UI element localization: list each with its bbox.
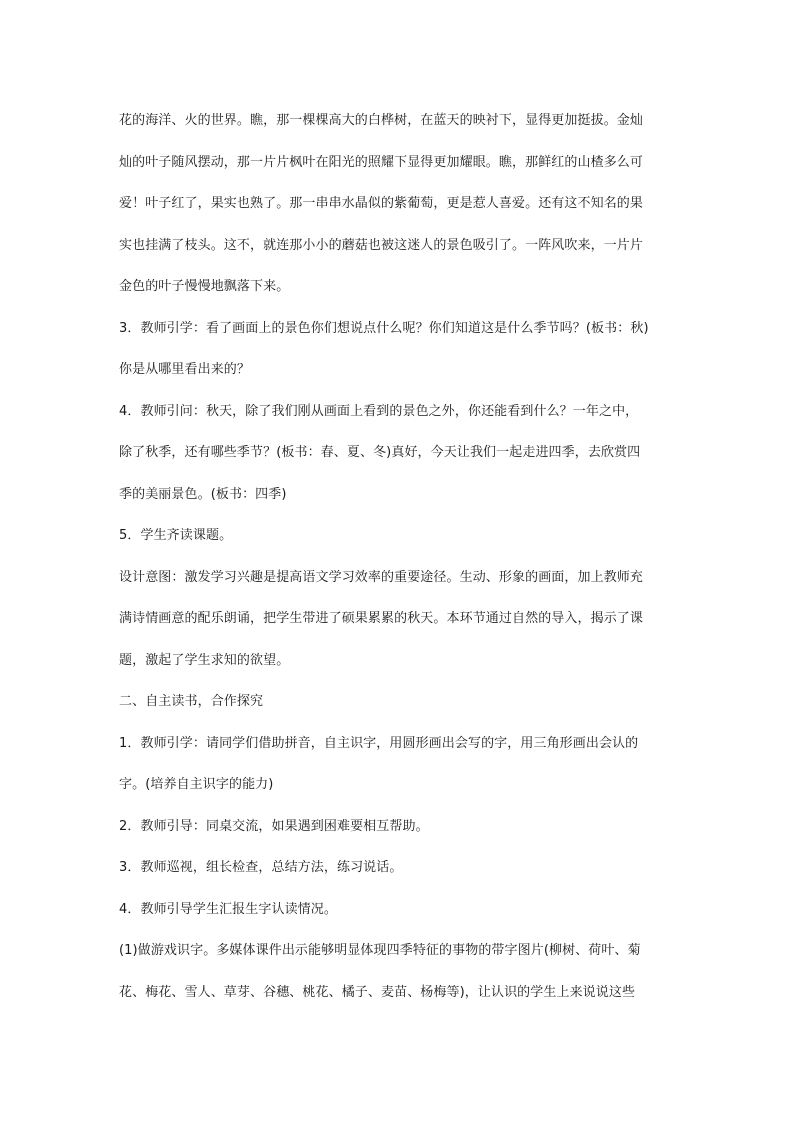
text-line: 灿的叶子随风摆动，那一片片枫叶在阳光的照耀下显得更加耀眼。瞧，那鲜红的山楂多么可	[119, 154, 644, 170]
text-line: 爱！叶子红了，果实也熟了。那一串串水晶似的紫葡萄，更是惹人喜爱。还有这不知名的果	[119, 196, 644, 211]
document-body	[119, 100, 679, 1013]
text-line: 花的海洋、火的世界。瞧，那一棵棵高大的白桦树，在蓝天的映衬下，显得更加挺拔。金灿	[119, 113, 644, 128]
text-line: 5．学生齐读课题。	[119, 528, 233, 543]
text-line: 你是从哪里看出来的？	[119, 362, 251, 377]
text-line: 花、梅花、雪人、草芽、谷穗、桃花、橘子、麦苗、杨梅等)，让认识的学生上来说说这些	[119, 984, 636, 1000]
text-line: 3．教师巡视，组长检查，总结方法，练习说话。	[119, 860, 403, 875]
text-line: 1．教师引学：请同学们借助拼音，自主识字，用圆形画出会写的字，用三角形画出会认的	[119, 735, 639, 751]
text-line: 2．教师引导：同桌交流，如果遇到困难要相互帮助。	[119, 818, 429, 834]
text-line: 4．教师引问：秋天，除了我们刚从画面上看到的景色之外，你还能看到什么？一年之中，	[119, 403, 639, 419]
text-line: 季的美丽景色。(板书：四季)	[119, 486, 287, 502]
text-line: 除了秋季，还有哪些季节？(板书：春、夏、冬)真好，今天让我们一起走进四季，去欣赏四	[119, 445, 641, 460]
text-line: 满诗情画意的配乐朗诵，把学生带进了硕果累累的秋天。本环节通过自然的导入，揭示了课	[119, 611, 644, 626]
text-line: 实也挂满了枝头。这不，就连那小小的蘑菇也被这迷人的景色吸引了。一阵风吹来，一片片	[119, 237, 644, 253]
text-line: 金色的叶子慢慢地飘落下来。	[119, 279, 290, 294]
section-heading: 二、自主读书，合作探究	[119, 694, 264, 709]
text-line: 设计意图：激发学习兴趣是提高语文学习效率的重要途径。生动、形象的画面，加上教师充	[119, 569, 644, 585]
text-line: 字。(培养自主识字的能力)	[119, 777, 274, 792]
text-line: 题，激起了学生求知的欲望。	[119, 652, 290, 668]
text-line: 4．教师引导学生汇报生字认读情况。	[119, 901, 337, 917]
text-line: (1)做游戏识字。多媒体课件出示能够明显体现四季特征的事物的带字图片(柳树、荷叶、菊	[119, 943, 641, 958]
text-line: 3．教师引学：看了画面上的景色你们想说点什么呢？你们知道这是什么季节吗？(板书：秋)	[119, 320, 649, 336]
